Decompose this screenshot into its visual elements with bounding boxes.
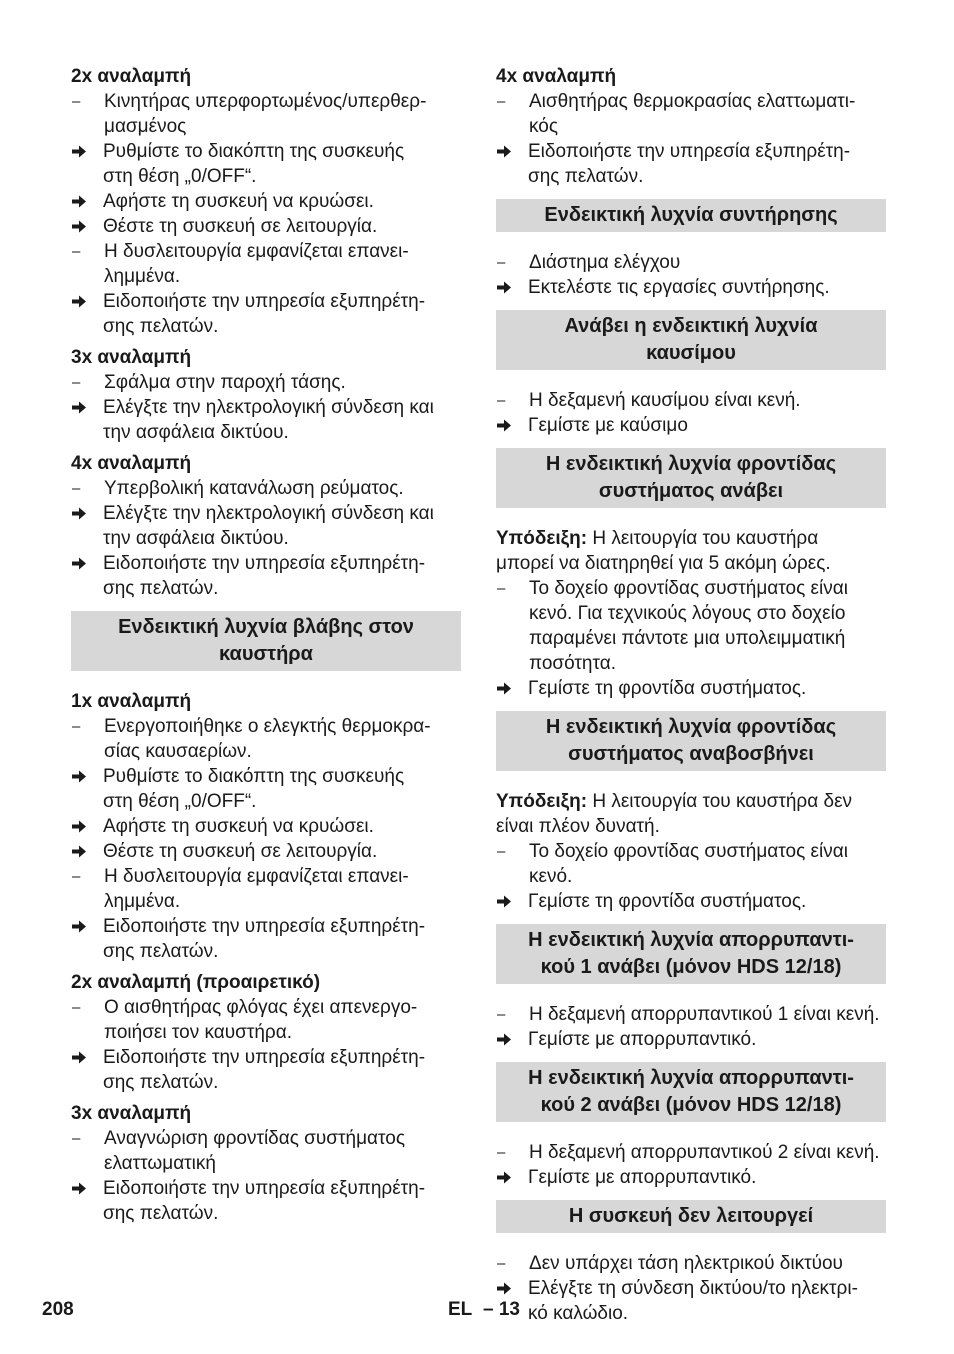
arrow-right-icon: [496, 889, 528, 914]
cause-item: [496, 1002, 886, 1027]
cause-item: [71, 995, 461, 1045]
action-item: [496, 1027, 886, 1052]
dash-marker: –: [497, 254, 506, 271]
action-item: [496, 1165, 886, 1190]
note-label: Υπόδειξη:: [496, 528, 588, 549]
section-title-box: Ενδεικτική λυχνία βλάβης στον καυστήρα: [71, 611, 461, 671]
dash-marker: –: [72, 243, 81, 260]
right-column: [496, 64, 886, 1326]
action-item: [71, 551, 461, 601]
arrow-right-icon: [71, 1176, 103, 1226]
item-text: Ελέγξτε την ηλεκτρολογική σύνδεση και την ασφάλεια δικτύου.: [103, 503, 434, 549]
arrow-right-icon: [71, 214, 103, 239]
action-item: [71, 289, 461, 339]
arrow-right-icon: [496, 1165, 528, 1190]
item-text: Ρυθμίστε το διακόπτη της συσκευής στη θέση „0/OFF“.: [103, 141, 405, 187]
dash-marker: –: [497, 93, 506, 110]
action-item: [71, 189, 461, 214]
cause-item: [496, 839, 886, 889]
action-item: [496, 889, 886, 914]
language-code: EL: [448, 1299, 473, 1320]
item-text: Ενεργοποιήθηκε ο ελεγκτής θερμοκρα- σίας καυσαερίων.: [104, 716, 431, 762]
item-text: Αφήστε τη συσκευή να κρυώσει.: [103, 191, 374, 212]
item-text: Ελέγξτε τη σύνδεση δικτύου/το ηλεκτρι- κό καλώδιο.: [528, 1278, 858, 1324]
arrow-right-icon: [496, 139, 528, 189]
note-paragraph: [496, 526, 886, 576]
item-text: Εκτελέστε τις εργασίες συντήρησης.: [528, 277, 830, 298]
item-text: Ειδοποιήστε την υπηρεσία εξυπηρέτη- σης πελατών.: [103, 1178, 426, 1224]
subheading: 1x αναλαμπή: [71, 691, 192, 712]
dash-marker: –: [72, 480, 81, 497]
cause-item: [71, 476, 461, 501]
arrow-right-icon: [496, 676, 528, 701]
section-title-box: Ενδεικτική λυχνία συντήρησης: [496, 199, 886, 232]
dash-marker: –: [497, 1144, 506, 1161]
action-item: [71, 914, 461, 964]
item-text: Η δεξαμενή απορρυπαντικού 2 είναι κενή.: [529, 1142, 880, 1163]
cause-item: [496, 1251, 886, 1276]
item-text: Υπερβολική κατανάλωση ρεύματος.: [104, 478, 404, 499]
section-title-box: Ανάβει η ενδεικτική λυχνία καυσίμου: [496, 310, 886, 370]
arrow-right-icon: [496, 1027, 528, 1052]
arrow-right-icon: [71, 839, 103, 864]
action-item: [496, 413, 886, 438]
dash-marker: –: [72, 93, 81, 110]
arrow-right-icon: [71, 289, 103, 339]
dash-marker: –: [72, 374, 81, 391]
arrow-right-icon: [496, 413, 528, 438]
action-item: [71, 501, 461, 551]
section-title-box: Η ενδεικτική λυχνία απορρυπαντι- κού 1 ανάβει (μόνον HDS 12/18): [496, 924, 886, 984]
item-text: Κινητήρας υπερφορτωμένος/υπερθερ- μασμένος: [104, 91, 427, 137]
action-item: [71, 814, 461, 839]
item-text: Γεμίστε τη φροντίδα συστήματος.: [528, 891, 807, 912]
item-text: Η δυσλειτουργία εμφανίζεται επανει- λημμένα.: [104, 866, 409, 912]
action-item: [71, 214, 461, 239]
arrow-right-icon: [71, 501, 103, 551]
dash-marker: –: [497, 843, 506, 860]
left-column: [71, 64, 461, 1226]
section-title-box: Η ενδεικτική λυχνία απορρυπαντι- κού 2 ανάβει (μόνον HDS 12/18): [496, 1062, 886, 1122]
cause-item: [496, 576, 886, 676]
arrow-right-icon: [71, 764, 103, 814]
subheading: 4x αναλαμπή: [71, 453, 192, 474]
arrow-right-icon: [71, 189, 103, 214]
action-item: [71, 139, 461, 189]
action-item: [496, 275, 886, 300]
item-text: Γεμίστε με απορρυπαντικό.: [528, 1029, 757, 1050]
subheading: 2x αναλαμπή: [71, 66, 192, 87]
item-text: Γεμίστε με καύσιμο: [528, 415, 688, 436]
item-text: Ειδοποιήστε την υπηρεσία εξυπηρέτη- σης πελατών.: [103, 1047, 426, 1093]
dash-marker: –: [497, 392, 506, 409]
cause-item: [71, 370, 461, 395]
cause-item: [71, 89, 461, 139]
action-item: [71, 764, 461, 814]
cause-item: [496, 388, 886, 413]
cause-item: [71, 1126, 461, 1176]
item-text: Δεν υπάρχει τάση ηλεκτρικού δικτύου: [529, 1253, 843, 1274]
item-text: Το δοχείο φροντίδας συστήματος είναι κενό.: [529, 841, 848, 887]
arrow-right-icon: [71, 395, 103, 445]
subheading: 4x αναλαμπή: [496, 66, 617, 87]
action-item: [71, 1176, 461, 1226]
item-text: Ο αισθητήρας φλόγας έχει απενεργο- ποιήσει τον καυστήρα.: [104, 997, 418, 1043]
item-text: Αναγνώριση φροντίδας συστήματος ελαττωματική: [104, 1128, 405, 1174]
arrow-right-icon: [496, 275, 528, 300]
note-text: Η λειτουργία του καυστήρα μπορεί να διατηρηθεί για 5 ακόμη ώρες.: [496, 528, 831, 574]
cause-item: [71, 239, 461, 289]
action-item: [496, 676, 886, 701]
dash-marker: –: [497, 580, 506, 597]
item-text: Γεμίστε με απορρυπαντικό.: [528, 1167, 757, 1188]
note-text: Η λειτουργία του καυστήρα δεν είναι πλέον δυνατή.: [496, 791, 853, 837]
subheading: 2x αναλαμπή (προαιρετικό): [71, 972, 321, 993]
item-text: Σφάλμα στην παροχή τάσης.: [104, 372, 346, 393]
note-paragraph: [496, 789, 886, 839]
subheading: 3x αναλαμπή: [71, 347, 192, 368]
dash-marker: –: [72, 868, 81, 885]
dash-marker: –: [497, 1255, 506, 1272]
cause-item: [496, 250, 886, 275]
section-number: – 13: [483, 1299, 520, 1320]
arrow-right-icon: [71, 1045, 103, 1095]
item-text: Θέστε τη συσκευή σε λειτουργία.: [103, 216, 378, 237]
arrow-right-icon: [71, 551, 103, 601]
cause-item: [496, 89, 886, 139]
subheading: 3x αναλαμπή: [71, 1103, 192, 1124]
item-text: Η δεξαμενή καυσίμου είναι κενή.: [529, 390, 801, 411]
item-text: Η δεξαμενή απορρυπαντικού 1 είναι κενή.: [529, 1004, 880, 1025]
item-text: Ειδοποιήστε την υπηρεσία εξυπηρέτη- σης πελατών.: [103, 916, 426, 962]
item-text: Θέστε τη συσκευή σε λειτουργία.: [103, 841, 378, 862]
action-item: [496, 139, 886, 189]
item-text: Το δοχείο φροντίδας συστήματος είναι κενό. Για τεχνικούς λόγους στο δοχείο παραμένει πάντοτε μια υπολειμματική ποσότητα.: [529, 578, 848, 674]
dash-marker: –: [72, 718, 81, 735]
item-text: Διάστημα ελέγχου: [529, 252, 681, 273]
item-text: Ρυθμίστε το διακόπτη της συσκευής στη θέση „0/OFF“.: [103, 766, 405, 812]
cause-item: [71, 864, 461, 914]
item-text: Ειδοποιήστε την υπηρεσία εξυπηρέτη- σης πελατών.: [103, 291, 426, 337]
dash-marker: –: [497, 1006, 506, 1023]
arrow-right-icon: [71, 814, 103, 839]
dash-marker: –: [72, 1130, 81, 1147]
item-text: Αφήστε τη συσκευή να κρυώσει.: [103, 816, 374, 837]
item-text: Ελέγξτε την ηλεκτρολογική σύνδεση και την ασφάλεια δικτύου.: [103, 397, 434, 443]
item-text: Αισθητήρας θερμοκρασίας ελαττωματι- κός: [529, 91, 856, 137]
action-item: [71, 839, 461, 864]
item-text: Ειδοποιήστε την υπηρεσία εξυπηρέτη- σης πελατών.: [528, 141, 851, 187]
page-number: 208: [42, 1299, 74, 1320]
cause-item: [71, 714, 461, 764]
section-title-box: Η συσκευή δεν λειτουργεί: [496, 1200, 886, 1233]
action-item: [496, 1276, 886, 1326]
item-text: Η δυσλειτουργία εμφανίζεται επανει- λημμένα.: [104, 241, 409, 287]
action-item: [71, 395, 461, 445]
section-title-box: Η ενδεικτική λυχνία φροντίδας συστήματος αναβοσβήνει: [496, 711, 886, 771]
arrow-right-icon: [71, 139, 103, 189]
item-text: Ειδοποιήστε την υπηρεσία εξυπηρέτη- σης πελατών.: [103, 553, 426, 599]
section-title-box: Η ενδεικτική λυχνία φροντίδας συστήματος ανάβει: [496, 448, 886, 508]
action-item: [71, 1045, 461, 1095]
dash-marker: –: [72, 999, 81, 1016]
arrow-right-icon: [71, 914, 103, 964]
item-text: Γεμίστε τη φροντίδα συστήματος.: [528, 678, 807, 699]
note-label: Υπόδειξη:: [496, 791, 588, 812]
cause-item: [496, 1140, 886, 1165]
